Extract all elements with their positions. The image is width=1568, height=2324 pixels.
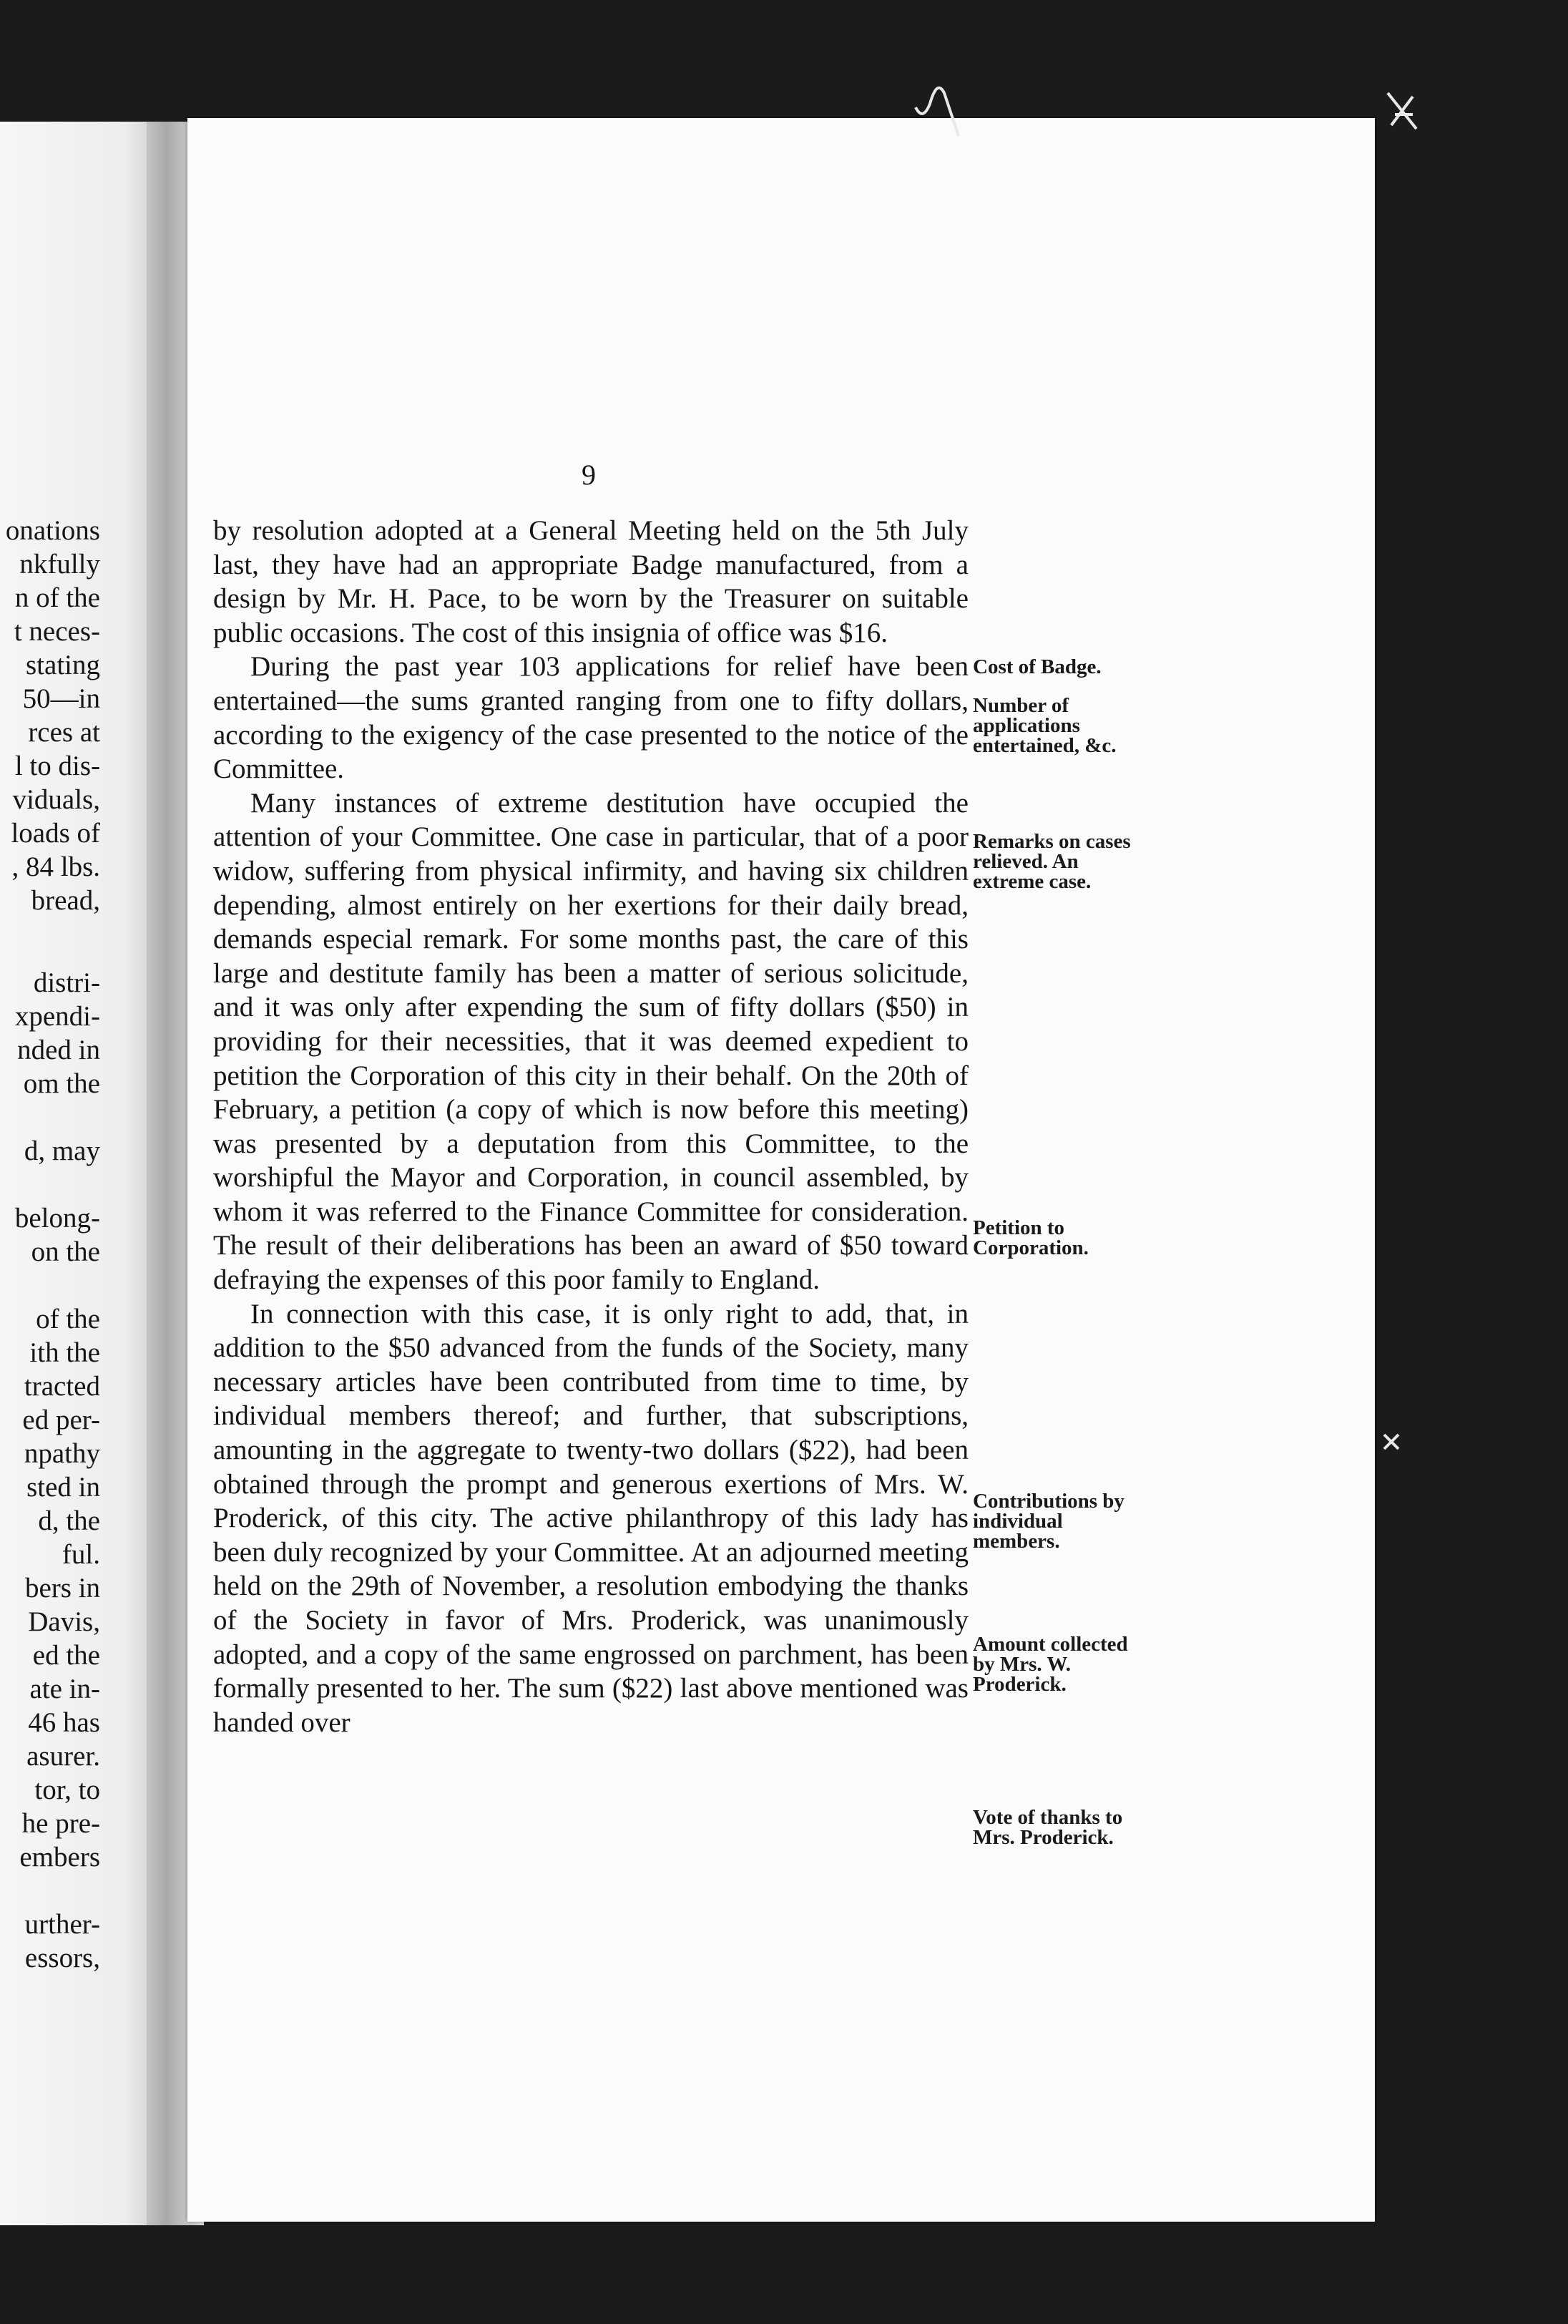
margin-note: Cost of Badge. — [973, 655, 1102, 678]
facing-page-line: viduals, — [12, 784, 100, 815]
margin-note: Number of applications entertained, &c. — [973, 694, 1117, 757]
facing-page-line: rces at — [28, 717, 100, 748]
facing-page-line: tor, to — [34, 1774, 100, 1805]
facing-page-line: distri- — [33, 967, 100, 998]
facing-page-line: t neces- — [14, 616, 100, 647]
facing-page-line: 50—in — [22, 683, 100, 714]
facing-page-line: l to dis- — [14, 751, 100, 781]
facing-page-line: om the — [23, 1068, 100, 1099]
paragraph: During the past year 103 applications for relief have been entertained—the sums granted ranging from one to fifty dollars, according to the exigency of the case presented to the notice of the Committee. — [213, 651, 969, 785]
facing-page-line: npathy — [24, 1438, 100, 1469]
facing-page-line: nded in — [17, 1035, 100, 1065]
facing-page-line: essors, — [24, 1943, 100, 1973]
facing-page-line: bread, — [31, 885, 100, 916]
margin-note: Vote of thanks to Mrs. Proderick. — [973, 1806, 1123, 1849]
body-text — [213, 514, 969, 1739]
facing-page-line: onations — [5, 515, 100, 546]
paragraph: by resolution adopted at a General Meeting held on the 5th July last, they have had an appropriate Badge manufactured, from a design by Mr. H. Pace, to be worn by the Treasurer on suitable public occasions. The cost of this insignia of office was $16. — [213, 515, 969, 648]
facing-page-line: xpendi- — [14, 1001, 100, 1032]
facing-page-line: asurer. — [26, 1741, 100, 1772]
scan-mark-icon — [1381, 86, 1424, 136]
paragraph: In connection with this case, it is only right to add, that, in addition to the $50 advanced from the funds of the Society, many necessary articles have been contributed from time to time, by individual members thereof; and further, that subscriptions, amounting in the aggregate to twenty-two dollars ($22), had been obtained through the prompt and generous exertions of Mrs. W. Proderick, of this city. The active philanthropy of this lady has been duly recognized by your Committee. At an adjourned meeting held on the 29th of November, a resolution embodying the thanks of the Society in favor of Mrs. Proderick, was unanimously adopted, and a copy of the same engrossed on parchment, has been formally presented to her. The sum ($22) last above mentioned was handed over — [213, 1298, 969, 1738]
facing-page-line: ith the — [29, 1337, 100, 1368]
page-number: 9 — [582, 459, 596, 491]
facing-page-line: tracted — [24, 1371, 100, 1402]
paragraph: Many instances of extreme destitution have occupied the attention of your Committee. One case in particular, that of a poor widow, suffering from physical infirmity, and having six children depending, almost entirely on her exertions for their daily bread, demands especial remark. For some months past, the care of this large and destitute family has been a matter of serious solicitude, and it was only after expending the sum of fifty dollars ($50) in providing for their necessities, that it was deemed expedient to petition the Corporation of this city in their behalf. On the 20th of February, a petition (a copy of which is now before this meeting) was presented by a deputation from this Committee, to the worshipful the Mayor and Corporation, in council assembled, by whom it was referred to the Finance Committee for consideration. The result of their deliberations has been an award of $50 toward defraying the expenses of this poor family to England. — [213, 787, 969, 1296]
margin-note: Remarks on cases relieved. An extreme case. — [973, 830, 1131, 893]
scan-mark-icon — [908, 64, 966, 143]
facing-page-line: 46 has — [28, 1707, 100, 1738]
facing-page-line: d, may — [24, 1136, 100, 1166]
facing-page-line: he pre- — [21, 1808, 100, 1839]
facing-page-line: sted in — [26, 1472, 100, 1503]
facing-page-line: d, the — [38, 1505, 100, 1536]
facing-page-line: Davis, — [28, 1606, 100, 1637]
facing-page-line: ful. — [62, 1539, 100, 1570]
facing-page — [0, 122, 157, 2225]
scan-mark-icon — [1381, 1431, 1402, 1452]
facing-page-line: on the — [31, 1236, 100, 1267]
facing-page-line: urther- — [24, 1909, 100, 1940]
facing-page-line: , 84 lbs. — [11, 851, 100, 882]
facing-page-line: ate in- — [29, 1674, 100, 1704]
facing-page-line: bers in — [24, 1573, 100, 1603]
facing-page-line: embers — [19, 1842, 100, 1873]
facing-page-line: ed per- — [22, 1405, 100, 1435]
facing-page-line: of the — [36, 1304, 100, 1334]
facing-page-line: nkfully — [19, 549, 100, 580]
facing-page-line: n of the — [14, 582, 100, 613]
facing-page-line: belong- — [14, 1203, 100, 1234]
margin-note: Contributions by individual members. — [973, 1490, 1124, 1553]
facing-page-line: loads of — [11, 818, 100, 849]
facing-page-line: stating — [26, 650, 100, 680]
margin-note: Amount collected by Mrs. W. Proderick. — [973, 1633, 1128, 1696]
margin-note: Petition to Corporation. — [973, 1216, 1089, 1259]
facing-page-line: ed the — [32, 1640, 100, 1671]
